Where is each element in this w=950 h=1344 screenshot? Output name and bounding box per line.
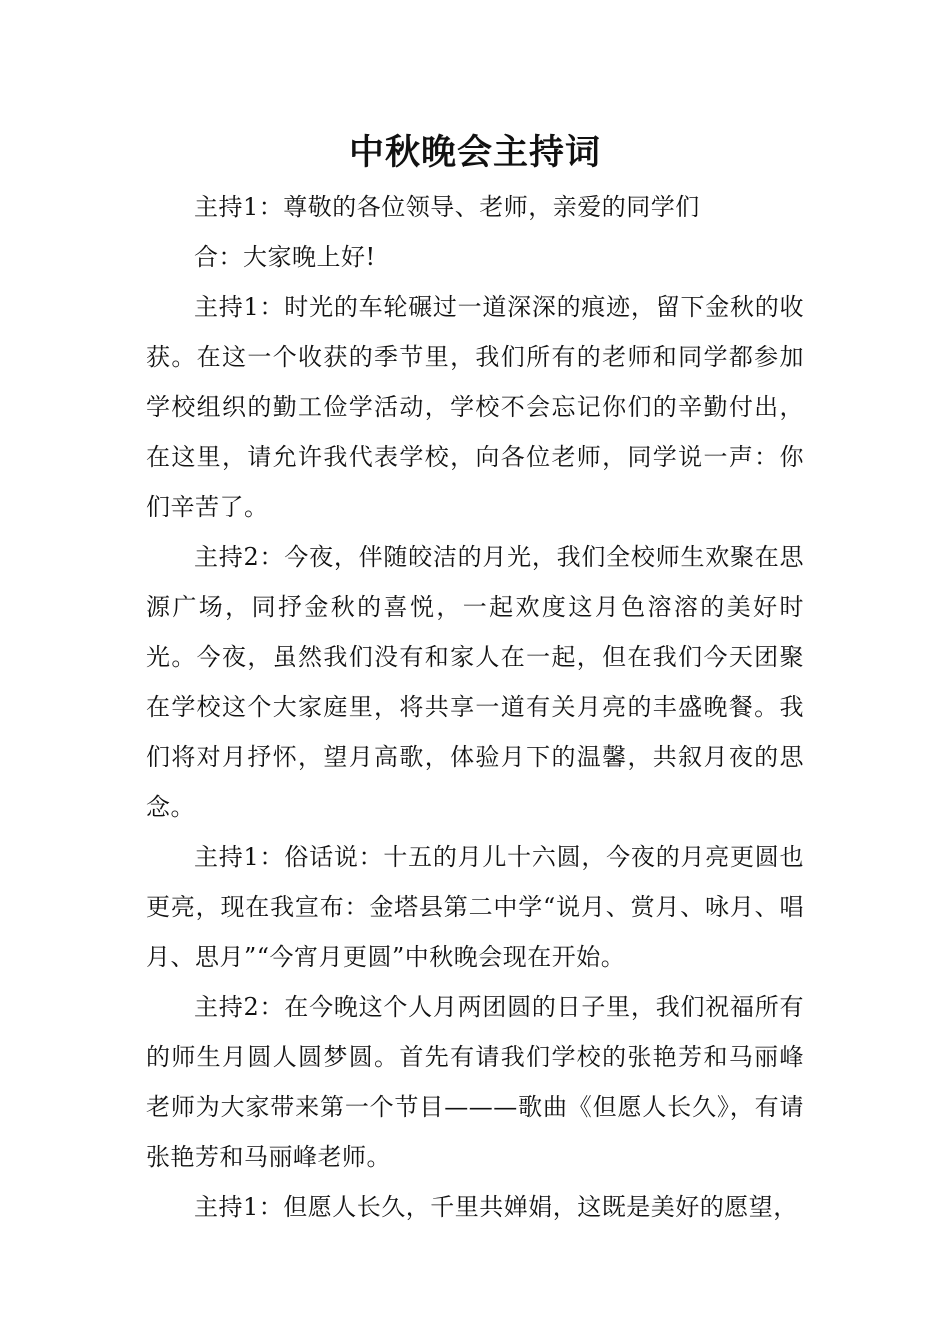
document-body <box>146 182 804 1232</box>
paragraph-3: 主持1：时光的车轮碾过一道深深的痕迹，留下金秋的收获。在这一个收获的季节里，我们所有的老师和同学都参加学校组织的勤工俭学活动，学校不会忘记你们的辛勤付出，在这里，请允许我代表学校，向各位老师，同学说一声：你们辛苦了。 <box>146 293 804 521</box>
document-title: 中秋晚会主持词 <box>348 132 601 173</box>
paragraph-5: 主持1：俗话说：十五的月儿十六圆，今夜的月亮更圆也更亮，现在我宣布：金塔县第二中学“说月、赏月、咏月、唱月、思月”“今宵月更圆”中秋晚会现在开始。 <box>146 843 804 971</box>
paragraph-2: 合：大家晚上好! <box>194 243 376 271</box>
paragraph-7: 主持1：但愿人长久，千里共婵娟，这既是美好的愿望， <box>194 1193 798 1221</box>
paragraph-6: 主持2：在今晚这个人月两团圆的日子里，我们祝福所有的师生月圆人圆梦圆。首先有请我们学校的张艳芳和马丽峰老师为大家带来第一个节目———歌曲《但愿人长久》，有请张艳芳和马丽峰老师。 <box>146 993 804 1171</box>
paragraph-1: 主持1：尊敬的各位领导、老师，亲爱的同学们 <box>194 193 700 221</box>
paragraph-4: 主持2：今夜，伴随皎洁的月光，我们全校师生欢聚在思源广场，同抒金秋的喜悦，一起欢度这月色溶溶的美好时光。今夜，虽然我们没有和家人在一起，但在我们今天团聚在学校这个大家庭里，将共享一道有关月亮的丰盛晚餐。我们将对月抒怀，望月高歌，体验月下的温馨，共叙月夜的思念。 <box>146 543 804 821</box>
